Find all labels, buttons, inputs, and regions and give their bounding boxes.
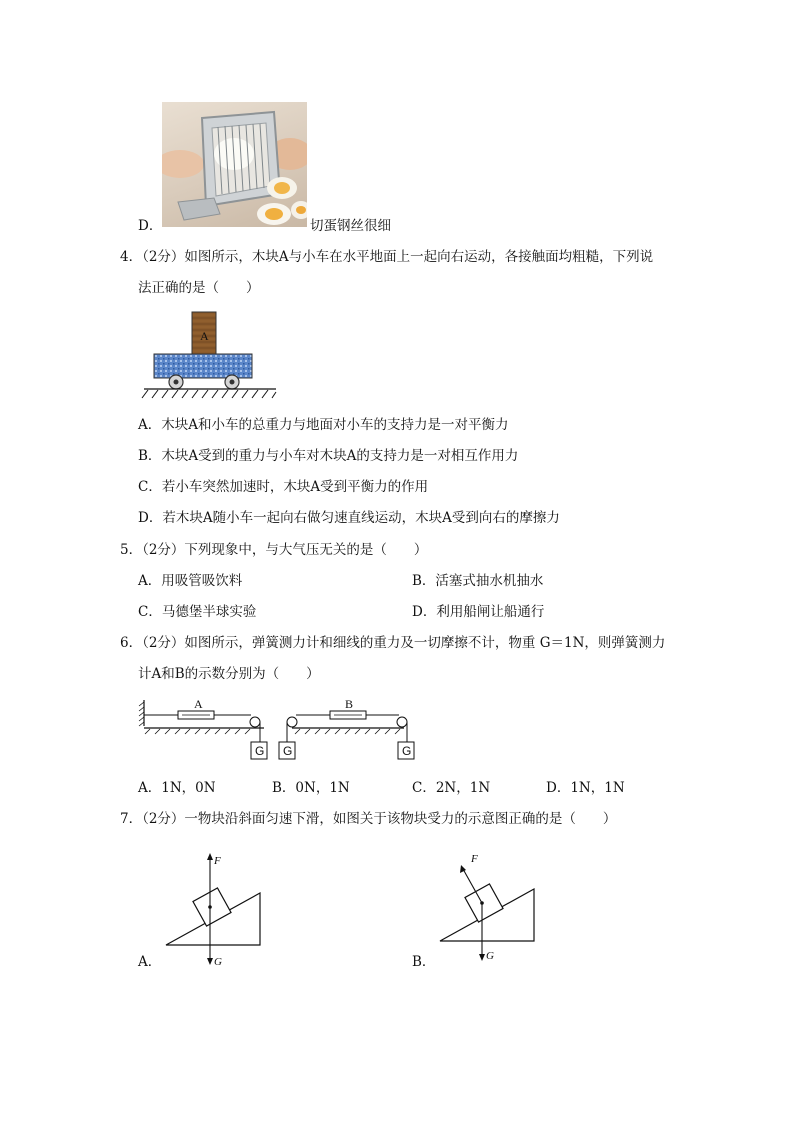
spring-scale-a-diagram <box>138 696 278 768</box>
question-6-option-b: B．0N，1N <box>272 780 350 796</box>
question-4-stem-line2: 法正确的是（ ） <box>138 280 260 296</box>
question-6-stem-line1: 6．（2分）如图所示，弹簧测力计和细线的重力及一切摩擦不计，物重 G＝1N，则弹簧测力 <box>120 635 666 651</box>
force-f-label-b: F <box>471 853 478 865</box>
egg-slicer-photo <box>162 102 307 227</box>
question-4-option-c: C．若小车突然加速时，木块A受到平衡力的作用 <box>138 479 429 495</box>
weight-g-b-right-label: G <box>402 744 412 758</box>
egg-slicer-illustration <box>162 102 307 227</box>
pulley-a <box>250 717 260 727</box>
weight-g-b-left-label: G <box>283 744 293 758</box>
question-4-option-d: D．若木块A随小车一起向右做匀速直线运动，木块A受到向右的摩擦力 <box>138 510 560 526</box>
block-a-label: A <box>200 329 209 343</box>
cart-block-diagram <box>140 310 280 402</box>
question-5-option-a: A．用吸管吸饮料 <box>138 573 243 589</box>
question-6-option-a: A．1N，0N <box>138 780 216 796</box>
pulley-b-right <box>397 717 407 727</box>
question-4-option-b: B．木块A受到的重力与小车对木块A的支持力是一对相互作用力 <box>138 448 519 464</box>
ground-hatching <box>142 390 276 398</box>
weight-g-a-label: G <box>255 744 265 758</box>
force-diagram-a <box>160 845 270 973</box>
question-6-stem-line2: 计A和B的示数分别为（ ） <box>138 666 320 682</box>
question-6-option-d: D．1N，1N <box>546 780 625 796</box>
spring-scale-a-label: A <box>194 697 203 711</box>
question-5-option-b: B．活塞式抽水机抽水 <box>412 573 544 589</box>
force-g-label-b: G <box>486 950 494 962</box>
question-7-option-a-label: A． <box>138 954 162 970</box>
force-f-label-a: F <box>214 855 221 867</box>
option-d-text: 切蛋钢丝很细 <box>310 218 391 234</box>
question-5-stem: 5．（2分）下列现象中，与大气压无关的是（ ） <box>120 542 428 558</box>
question-5-option-d: D．利用船闸让船通行 <box>412 604 545 620</box>
question-7-option-b-label: B． <box>412 954 436 970</box>
spring-scale-b-diagram <box>278 696 418 768</box>
cart-body <box>154 354 252 378</box>
spring-scale-b-label: B <box>345 697 354 711</box>
force-g-label-a: G <box>214 956 222 968</box>
question-7-stem: 7．（2分）一物块沿斜面匀速下滑，如图关于该物块受力的示意图正确的是（ ） <box>120 811 617 827</box>
question-4-stem-line1: 4．（2分）如图所示，木块A与小车在水平地面上一起向右运动，各接触面均粗糙，下列说 <box>120 249 654 265</box>
force-diagram-b <box>434 845 544 973</box>
question-6-option-c: C．2N，1N <box>412 780 491 796</box>
question-5-option-c: C．马德堡半球实验 <box>138 604 257 620</box>
pulley-b-left <box>287 717 297 727</box>
option-d-label: D． <box>138 218 163 234</box>
question-4-option-a: A．木块A和小车的总重力与地面对小车的支持力是一对平衡力 <box>138 417 509 433</box>
